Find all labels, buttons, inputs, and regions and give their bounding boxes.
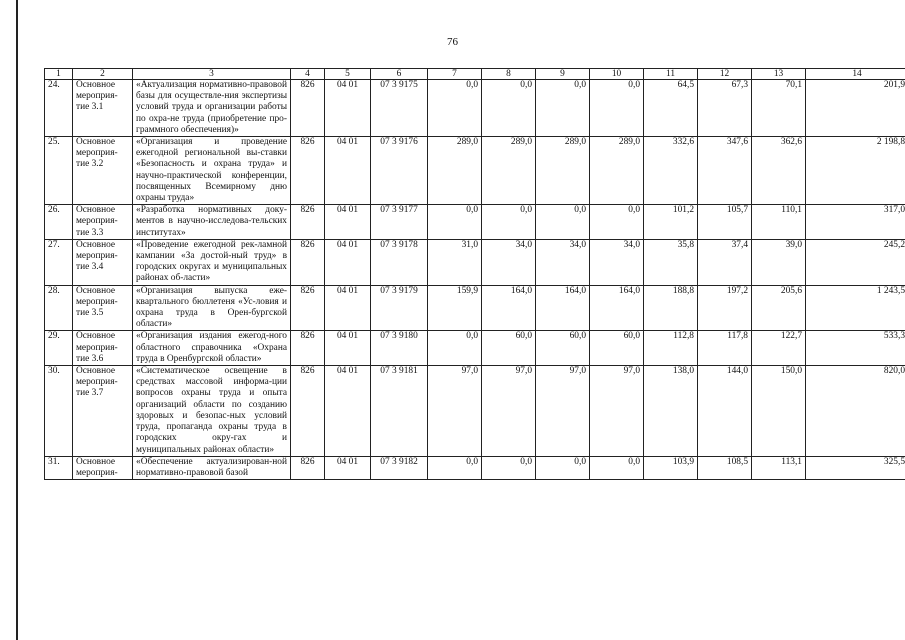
year-value-cell: 0,0 [428,80,482,137]
grbs-code-cell: 826 [291,456,325,479]
year-value-cell: 113,1 [752,456,806,479]
row-number: 28. [45,285,73,331]
row-number: 24. [45,80,73,137]
total-value-cell: 533,3 [806,331,905,366]
year-value-cell: 39,0 [752,239,806,285]
col-header: 13 [752,69,806,80]
event-type-cell: Основное мероприя-тие 3.7 [73,366,133,457]
target-code-cell: 07 3 9180 [371,331,428,366]
total-value-cell: 317,0 [806,205,905,240]
row-number: 26. [45,205,73,240]
year-value-cell: 97,0 [428,366,482,457]
year-value-cell: 70,1 [752,80,806,137]
year-value-cell: 289,0 [428,137,482,205]
year-value-cell: 188,8 [644,285,698,331]
year-value-cell: 0,0 [428,331,482,366]
target-code-cell: 07 3 9179 [371,285,428,331]
col-header: 10 [590,69,644,80]
table-row [45,285,905,331]
year-value-cell: 144,0 [698,366,752,457]
year-value-cell: 289,0 [536,137,590,205]
section-code-cell: 04 01 [325,205,371,240]
event-name-cell: «Разработка нормативных доку-ментов в научно-исследова-тельских институтах» [133,205,291,240]
year-value-cell: 332,6 [644,137,698,205]
event-name-cell: «Актуализация нормативно-правовой базы для осуществле-ния экспертизы условий труда и организации работы по охра-не труда (приобретение про-граммного обеспечения)» [133,80,291,137]
col-header: 1 [45,69,73,80]
page-number: 76 [447,36,458,48]
year-value-cell: 34,0 [590,239,644,285]
year-value-cell: 60,0 [482,331,536,366]
section-code-cell: 04 01 [325,239,371,285]
page-left-border [16,0,18,640]
total-value-cell: 245,2 [806,239,905,285]
col-header: 11 [644,69,698,80]
target-code-cell: 07 3 9178 [371,239,428,285]
year-value-cell: 101,2 [644,205,698,240]
section-code-cell: 04 01 [325,137,371,205]
row-number: 25. [45,137,73,205]
year-value-cell: 164,0 [590,285,644,331]
year-value-cell: 34,0 [536,239,590,285]
year-value-cell: 35,8 [644,239,698,285]
event-name-cell: «Систематическое освещение в средствах массовой информа-ции вопросов охраны труда и опыта организаций области по созданию здоровых и безопас-ных условий труда, пропаганда охраны труда в городских окру-гах и муниципальных районах области» [133,366,291,457]
section-code-cell: 04 01 [325,366,371,457]
year-value-cell: 37,4 [698,239,752,285]
row-number: 27. [45,239,73,285]
grbs-code-cell: 826 [291,205,325,240]
year-value-cell: 0,0 [536,456,590,479]
year-value-cell: 0,0 [482,205,536,240]
event-name-cell: «Организация и проведение ежегодной региональной вы-ставки «Безопасность и охрана труда» и научно-практической конференции, посвященных Всемирному дню охраны труда» [133,137,291,205]
col-header: 2 [73,69,133,80]
event-name-cell: «Организация издания ежегод-ного областного справочника «Охрана труда в Оренбургской области» [133,331,291,366]
year-value-cell: 31,0 [428,239,482,285]
grbs-code-cell: 826 [291,80,325,137]
year-value-cell: 110,1 [752,205,806,240]
section-code-cell: 04 01 [325,80,371,137]
total-value-cell: 1 243,5 [806,285,905,331]
event-name-cell: «Проведение ежегодной рек-ламной кампании «За достой-ный труд» в городских округах и муниципальных районах об-ласти» [133,239,291,285]
year-value-cell: 105,7 [698,205,752,240]
target-code-cell: 07 3 9182 [371,456,428,479]
year-value-cell: 122,7 [752,331,806,366]
target-code-cell: 07 3 9176 [371,137,428,205]
year-value-cell: 0,0 [428,456,482,479]
target-code-cell: 07 3 9175 [371,80,428,137]
year-value-cell: 103,9 [644,456,698,479]
event-type-cell: Основное мероприя- [73,456,133,479]
table-row [45,456,905,479]
row-number: 31. [45,456,73,479]
grbs-code-cell: 826 [291,239,325,285]
event-name-cell: «Обеспечение актуализирован-ной нормативно-правовой базой [133,456,291,479]
target-code-cell: 07 3 9181 [371,366,428,457]
year-value-cell: 289,0 [590,137,644,205]
total-value-cell: 2 198,8 [806,137,905,205]
col-header: 6 [371,69,428,80]
year-value-cell: 138,0 [644,366,698,457]
year-value-cell: 197,2 [698,285,752,331]
total-value-cell: 820,0 [806,366,905,457]
year-value-cell: 159,9 [428,285,482,331]
col-header: 14 [806,69,905,80]
event-type-cell: Основное мероприя-тие 3.2 [73,137,133,205]
year-value-cell: 150,0 [752,366,806,457]
year-value-cell: 0,0 [590,456,644,479]
col-header: 5 [325,69,371,80]
event-type-cell: Основное мероприя-тие 3.4 [73,239,133,285]
grbs-code-cell: 826 [291,285,325,331]
year-value-cell: 362,6 [752,137,806,205]
year-value-cell: 347,6 [698,137,752,205]
event-name-cell: «Организация выпуска еже-квартального бюллетеня «Ус-ловия и охрана труда в Орен-бургской области» [133,285,291,331]
year-value-cell: 97,0 [536,366,590,457]
year-value-cell: 205,6 [752,285,806,331]
year-value-cell: 60,0 [590,331,644,366]
year-value-cell: 34,0 [482,239,536,285]
grbs-code-cell: 826 [291,137,325,205]
year-value-cell: 112,8 [644,331,698,366]
year-value-cell: 117,8 [698,331,752,366]
row-number: 30. [45,366,73,457]
year-value-cell: 0,0 [536,205,590,240]
year-value-cell: 97,0 [482,366,536,457]
year-value-cell: 289,0 [482,137,536,205]
year-value-cell: 67,3 [698,80,752,137]
col-header: 9 [536,69,590,80]
year-value-cell: 164,0 [536,285,590,331]
year-value-cell: 0,0 [536,80,590,137]
grbs-code-cell: 826 [291,331,325,366]
year-value-cell: 0,0 [482,456,536,479]
total-value-cell: 325,5 [806,456,905,479]
table-row [45,205,905,240]
table-row [45,331,905,366]
table-row [45,80,905,137]
budget-table [44,68,905,480]
table-row [45,239,905,285]
col-header: 8 [482,69,536,80]
col-header: 7 [428,69,482,80]
year-value-cell: 0,0 [428,205,482,240]
header-row [45,69,905,80]
year-value-cell: 0,0 [482,80,536,137]
year-value-cell: 60,0 [536,331,590,366]
row-number: 29. [45,331,73,366]
year-value-cell: 164,0 [482,285,536,331]
total-value-cell: 201,9 [806,80,905,137]
event-type-cell: Основное мероприя-тие 3.3 [73,205,133,240]
year-value-cell: 64,5 [644,80,698,137]
event-type-cell: Основное мероприя-тие 3.1 [73,80,133,137]
section-code-cell: 04 01 [325,456,371,479]
col-header: 4 [291,69,325,80]
col-header: 3 [133,69,291,80]
event-type-cell: Основное мероприя-тие 3.6 [73,331,133,366]
table-body [45,80,905,480]
table-row [45,137,905,205]
target-code-cell: 07 3 9177 [371,205,428,240]
year-value-cell: 97,0 [590,366,644,457]
year-value-cell: 0,0 [590,80,644,137]
section-code-cell: 04 01 [325,331,371,366]
event-type-cell: Основное мероприя-тие 3.5 [73,285,133,331]
year-value-cell: 108,5 [698,456,752,479]
section-code-cell: 04 01 [325,285,371,331]
table-row [45,366,905,457]
year-value-cell: 0,0 [590,205,644,240]
col-header: 12 [698,69,752,80]
grbs-code-cell: 826 [291,366,325,457]
